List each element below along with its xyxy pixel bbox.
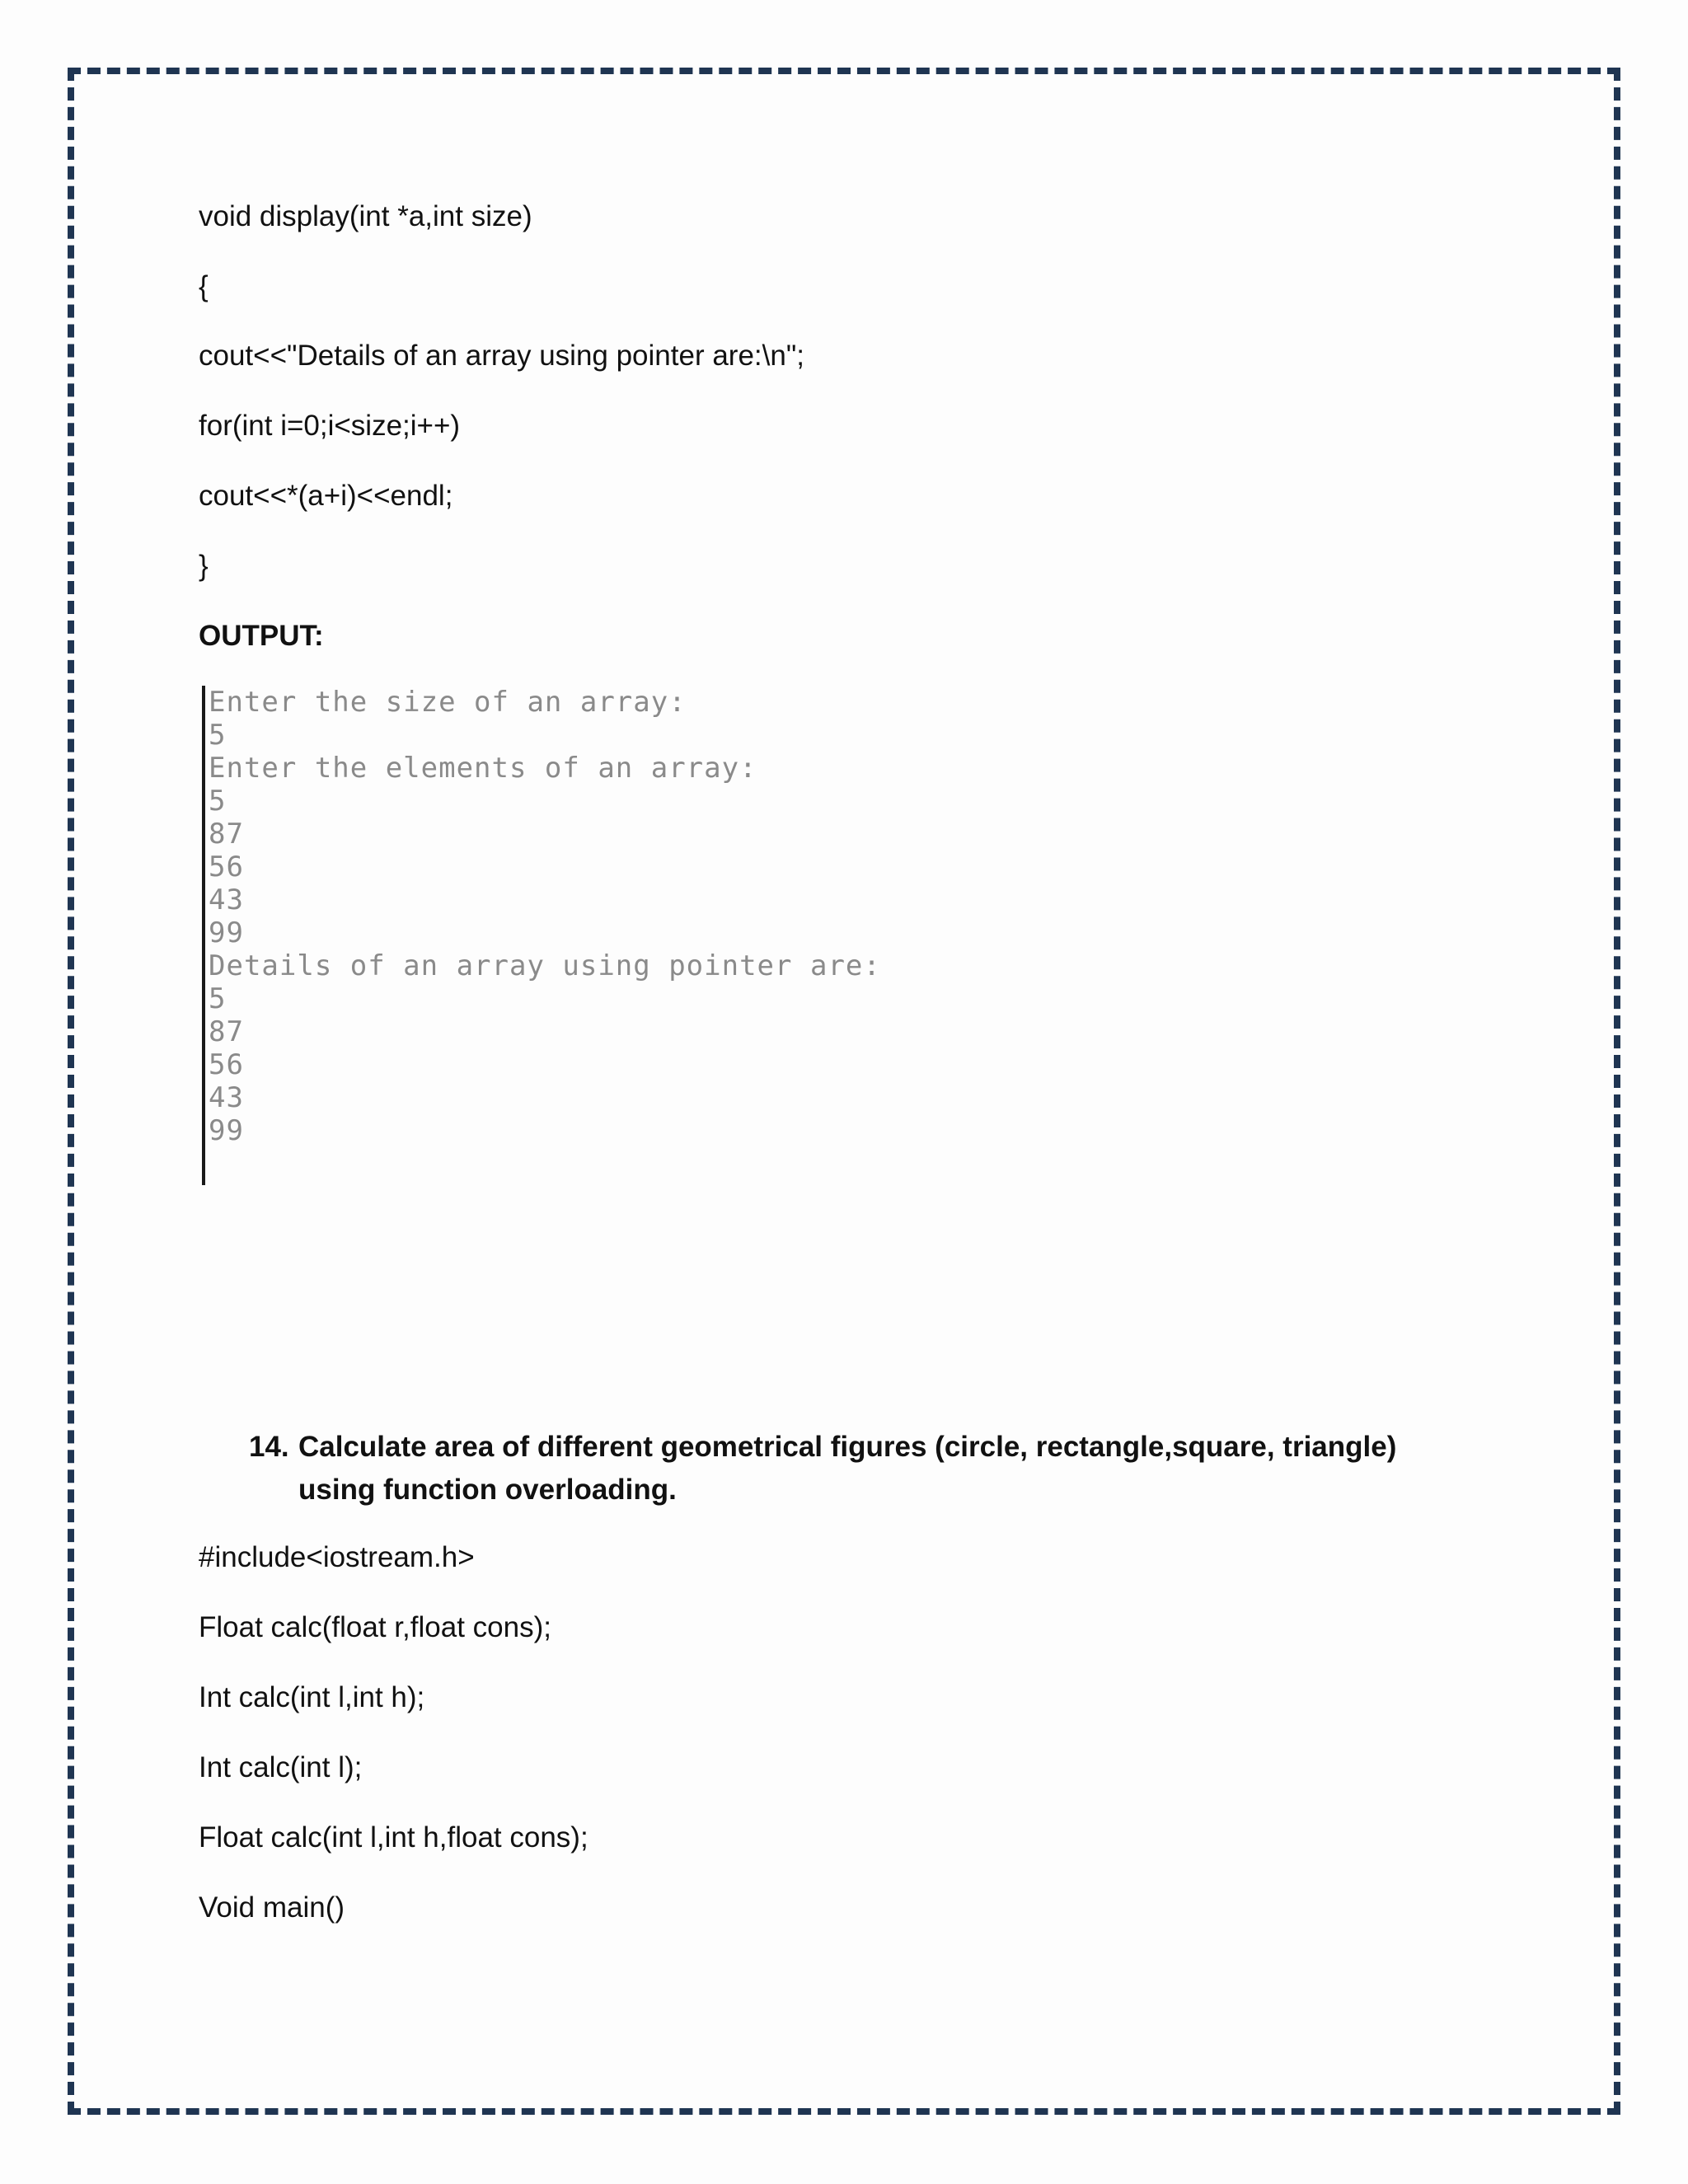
console-line: 99	[209, 916, 244, 949]
code-line: {	[199, 270, 209, 302]
console-line: Details of an array using pointer are:	[209, 949, 881, 982]
console-line: 87	[209, 818, 244, 851]
code-line: cout<<*(a+i)<<endl;	[199, 480, 453, 512]
code-line: Int calc(int l);	[199, 1751, 363, 1783]
console-line: 56	[209, 1048, 244, 1081]
code-line: void display(int *a,int size)	[199, 200, 532, 232]
code-line: Float calc(int l,int h,float cons);	[199, 1821, 588, 1854]
console-line: Enter the size of an array:	[209, 686, 687, 719]
task-text: Calculate area of different geometrical figures (circle, rectangle,square, triangle) using function overloading.	[298, 1431, 1397, 1506]
console-line: 5	[209, 785, 227, 818]
code-line: Float calc(float r,float cons);	[199, 1611, 551, 1643]
console-line: Enter the elements of an array:	[209, 752, 757, 785]
console-line: 99	[209, 1114, 244, 1147]
code-line: }	[199, 550, 209, 582]
console-line: 87	[209, 1015, 244, 1048]
console-output-screenshot	[202, 686, 881, 1185]
console-line: 5	[209, 719, 227, 752]
console-line: 5	[209, 982, 227, 1015]
task-heading	[249, 1426, 1469, 1511]
code-line: cout<<"Details of an array using pointer are:\n";	[199, 340, 804, 372]
code-line: #include<iostream.h>	[199, 1541, 475, 1573]
code-line: Void main()	[199, 1891, 345, 1924]
output-heading: OUTPUT:	[199, 620, 324, 652]
task-number: 14.	[249, 1431, 289, 1463]
code-line: Int calc(int l,int h);	[199, 1681, 425, 1713]
console-line: 43	[209, 883, 244, 916]
code-line: for(int i=0;i<size;i++)	[199, 410, 461, 442]
console-line: 43	[209, 1081, 244, 1114]
console-line: 56	[209, 851, 244, 883]
